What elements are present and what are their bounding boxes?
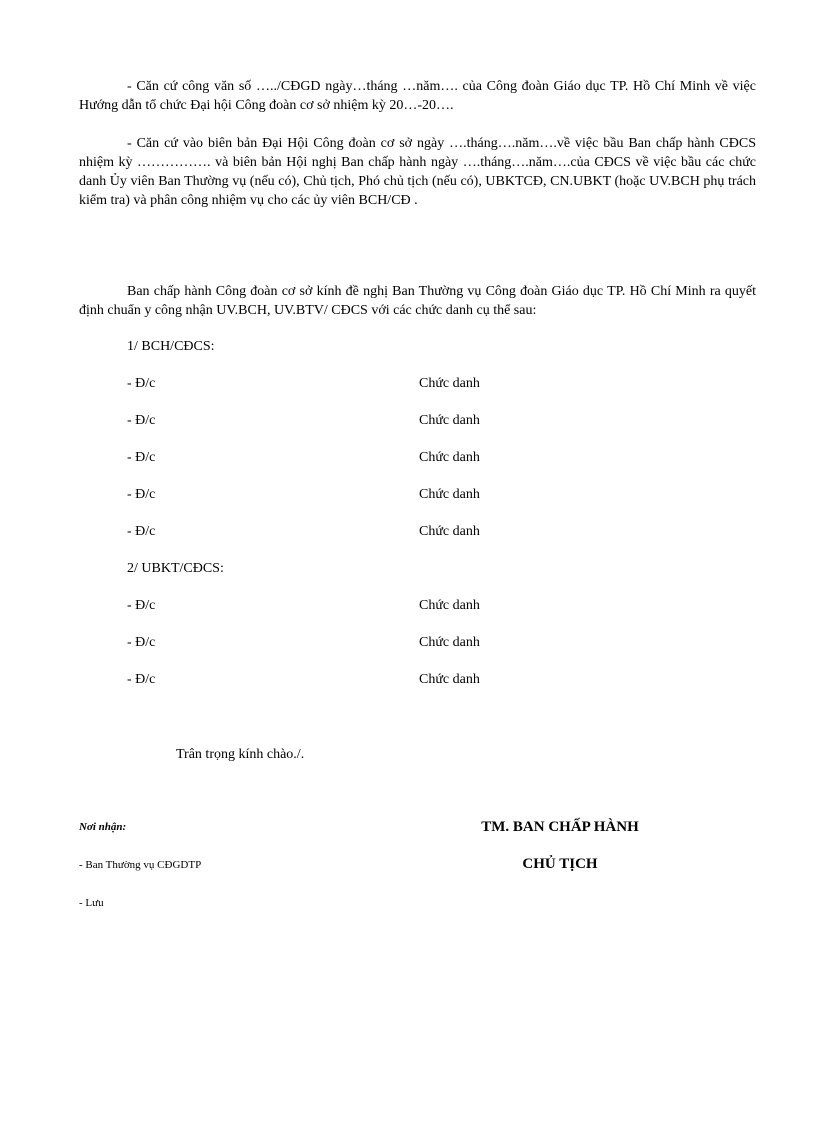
paragraph-legal-basis-2: - Căn cứ vào biên bản Đại Hội Công đoàn cơ sở ngày ….tháng….năm….về việc bầu Ban chấp hành CĐCS nhiệm kỳ ……………. và biên bản Hội nghị Ban chấp hành ngày ….tháng….năm….của CĐCS về việc bầu các chức danh Ủy viên Ban Thường vụ (nếu có), Chủ tịch, Phó chủ tịch (nếu có), UBKTCĐ, CN.UBKT (hoặc UV.BCH phụ trách kiểm tra) và phân công nhiệm vụ cho các ủy viên BCH/CĐ . [79,136,756,208]
section2-row-title: Chức danh [419,635,480,650]
section1-heading: 1/ BCH/CĐCS: [127,339,215,354]
section1-row-title: Chức danh [419,450,480,465]
closing-greeting: Trân trọng kính chào./. [176,747,305,762]
paragraph-legal-basis-1: - Căn cứ công văn số …../CĐGD ngày…tháng …năm…. của Công đoàn Giáo dục TP. Hồ Chí Minh về việc Hướng dẫn tổ chức Đại hội Công đoàn cơ sở nhiệm kỳ 20…-20…. [79,79,756,113]
recipient-item: - Ban Thường vụ CĐGDTP [79,859,202,871]
section1-row-title: Chức danh [419,487,480,502]
section1-row-title: Chức danh [419,413,480,428]
section2-row-title: Chức danh [419,672,480,687]
section1-row-title: Chức danh [419,524,480,539]
signature-organization: TM. BAN CHẤP HÀNH [481,819,639,835]
section2-row-name: - Đ/c [127,635,156,650]
section1-row-title: Chức danh [419,376,480,391]
section2-row-name: - Đ/c [127,672,156,687]
signature-position: CHỦ TỊCH [522,856,598,872]
section1-row-name: - Đ/c [127,524,156,539]
paragraph-request: Ban chấp hành Công đoàn cơ sở kính đề nghị Ban Thường vụ Công đoàn Giáo dục TP. Hồ Chí Minh ra quyết định chuẩn y công nhận UV.BCH, UV.BTV/ CĐCS với các chức danh cụ thể sau: [79,284,756,318]
section1-row-name: - Đ/c [127,450,156,465]
recipients-label: Nơi nhận: [79,821,127,833]
section1-row-name: - Đ/c [127,413,156,428]
section1-row-name: - Đ/c [127,376,156,391]
section2-row-name: - Đ/c [127,598,156,613]
recipient-item: - Lưu [79,897,104,909]
section2-heading: 2/ UBKT/CĐCS: [127,561,224,576]
section1-row-name: - Đ/c [127,487,156,502]
section2-row-title: Chức danh [419,598,480,613]
